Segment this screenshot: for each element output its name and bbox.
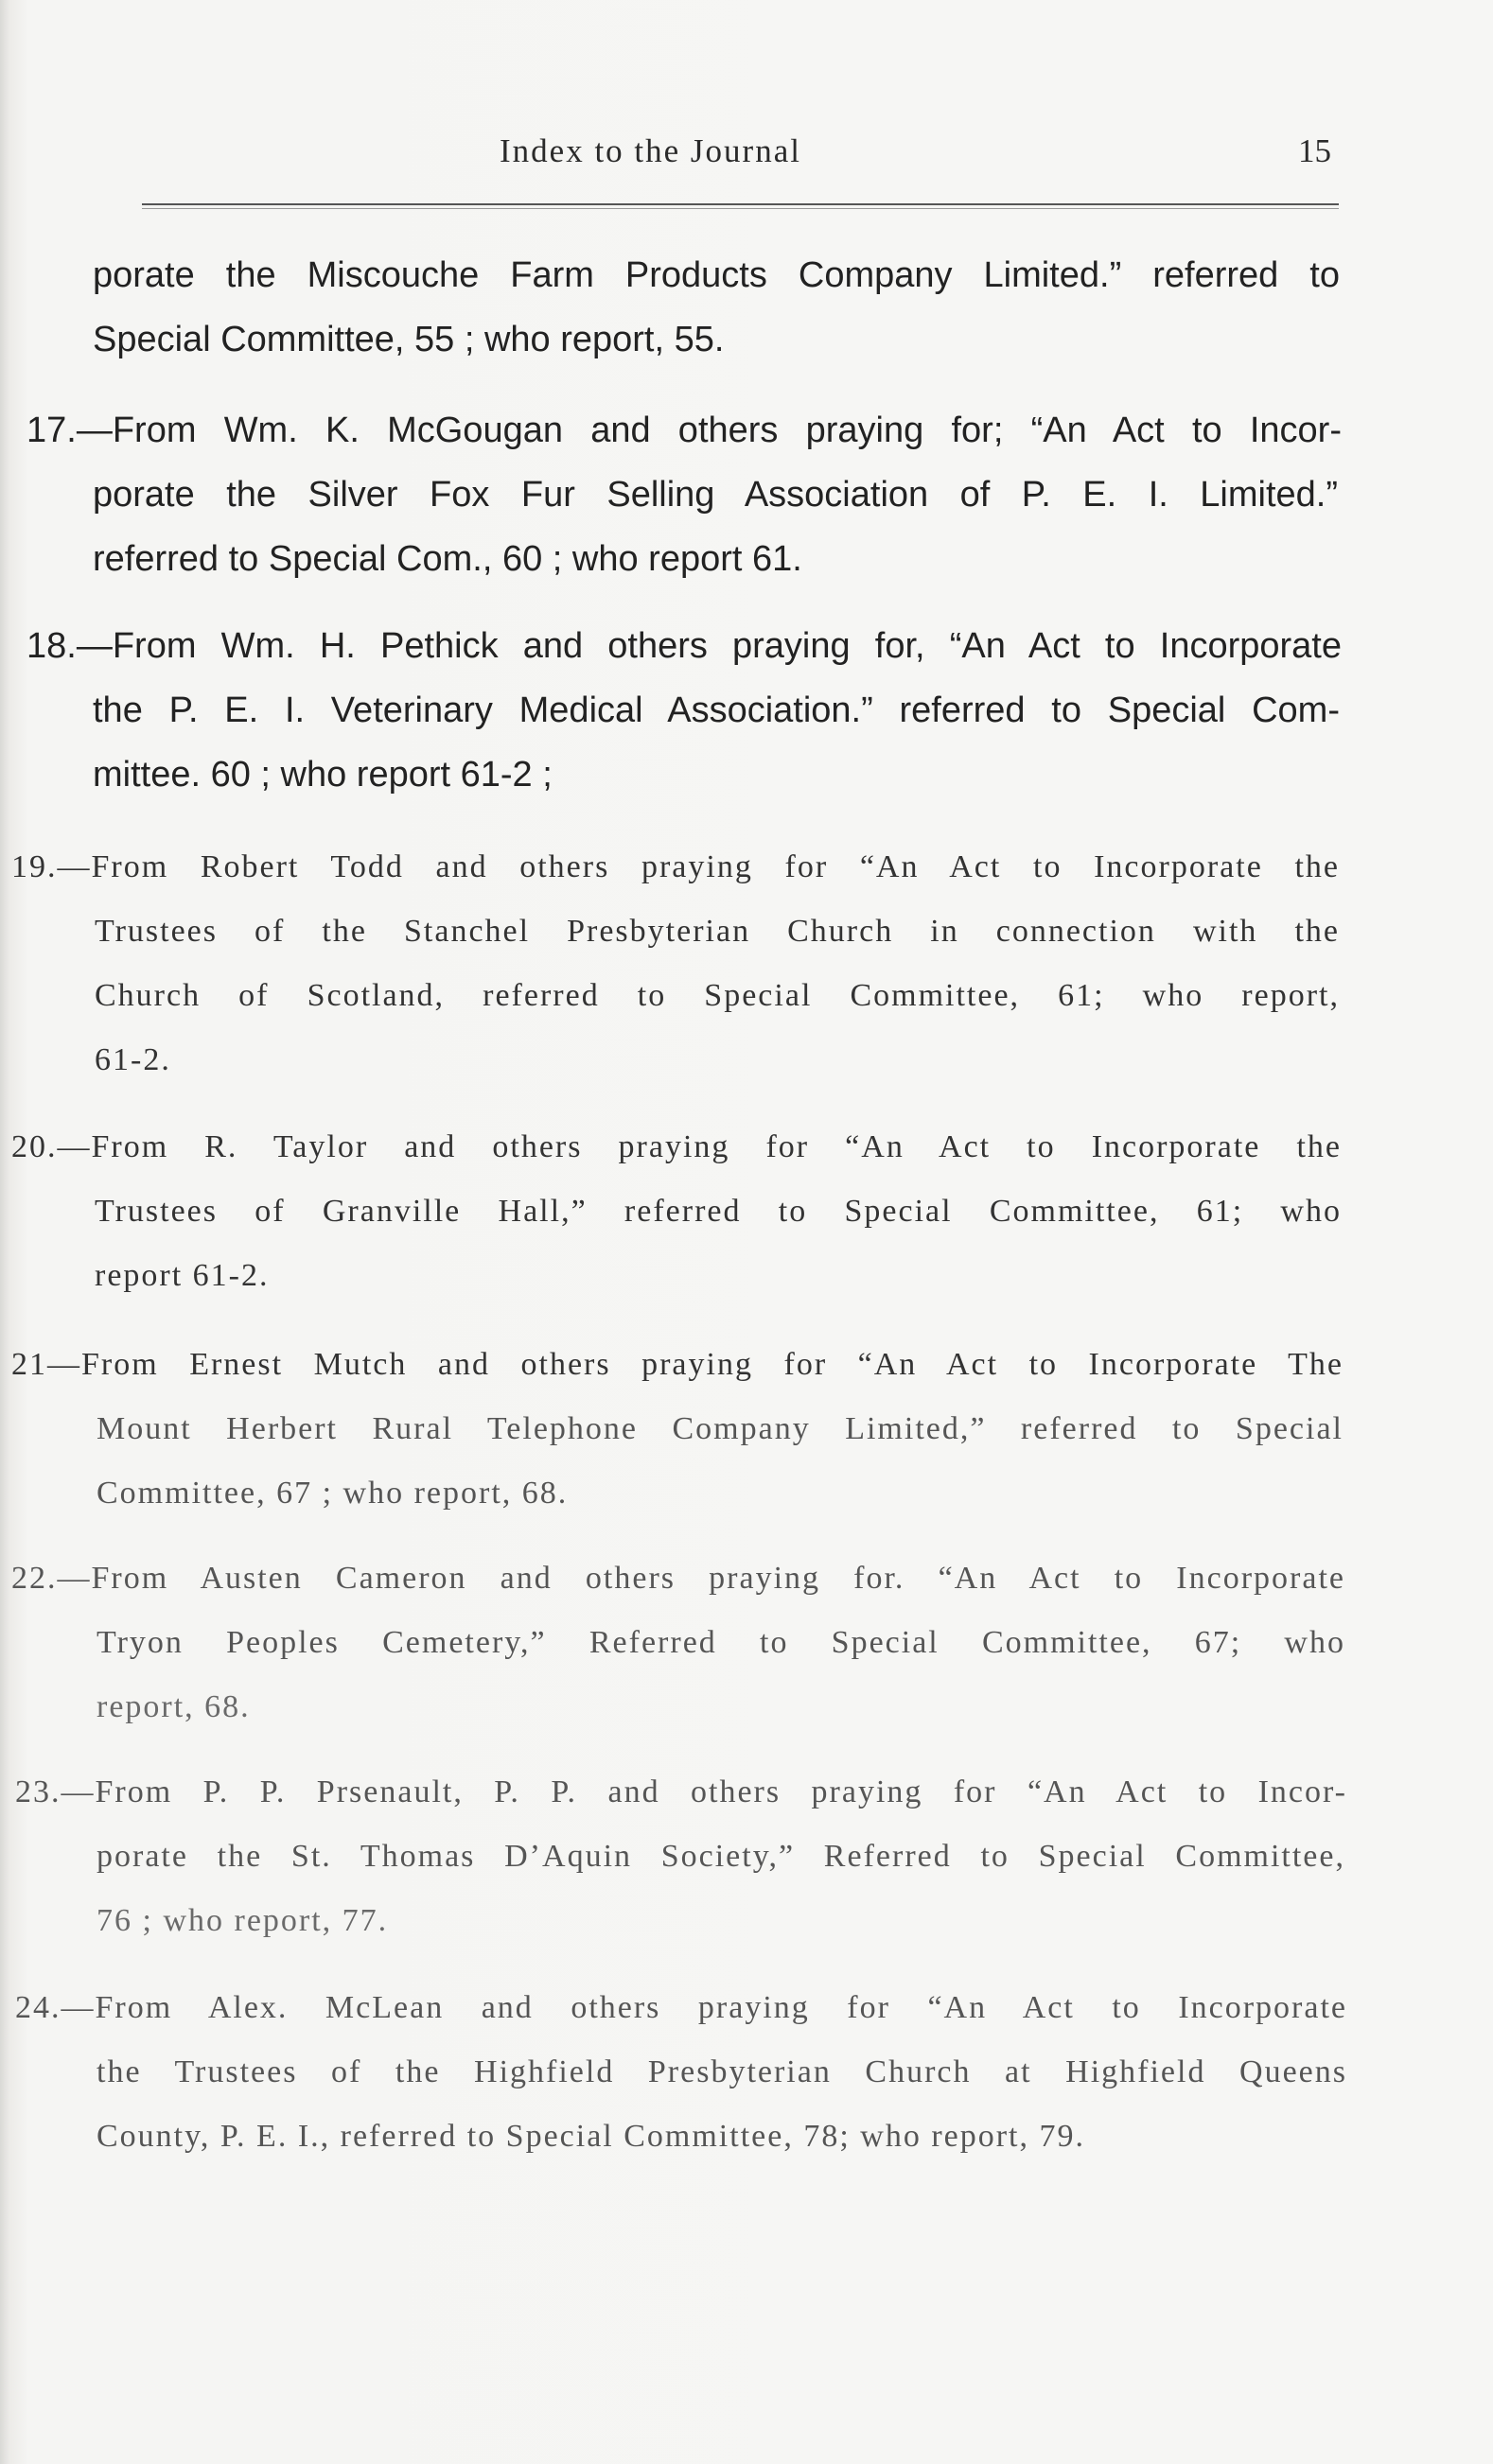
entry-line: 17.—From Wm. K. McGougan and others praying for; “An Act to Incor- xyxy=(26,411,1342,450)
entry-line: the P. E. I. Veterinary Medical Association.” referred to Special Com- xyxy=(93,690,1340,730)
entry-line: porate the Miscouche Farm Products Company Limited.” referred to xyxy=(93,255,1340,295)
entry-line: referred to Special Com., 60 ; who report 61. xyxy=(93,539,802,579)
entry-line: Tryon Peoples Cemetery,” Referred to Special Committee, 67; who xyxy=(97,1625,1345,1660)
header-rule xyxy=(142,203,1339,205)
entry-line: 20.—From R. Taylor and others praying for “An Act to Incorporate the xyxy=(11,1129,1342,1164)
entry-line: Special Committee, 55 ; who report, 55. xyxy=(93,320,725,359)
header-rule-secondary xyxy=(142,208,1339,209)
entry-line: the Trustees of the Highfield Presbyterian Church at Highfield Queens xyxy=(97,2054,1347,2089)
entry-line: 24.—From Alex. McLean and others praying for “An Act to Incorporate xyxy=(15,1990,1347,2025)
entry-line: 19.—From Robert Todd and others praying for “An Act to Incorporate the xyxy=(11,849,1340,884)
page-header xyxy=(0,132,1493,189)
entry-line: Church of Scotland, referred to Special Committee, 61; who report, xyxy=(95,978,1340,1013)
entry-line: County, P. E. I., referred to Special Committee, 78; who report, 79. xyxy=(97,2119,1086,2154)
entry-line: Trustees of the Stanchel Presbyterian Church in connection with the xyxy=(95,914,1340,949)
entry-line: Committee, 67 ; who report, 68. xyxy=(97,1476,569,1511)
entry-line: 18.—From Wm. H. Pethick and others praying for, “An Act to Incorporate xyxy=(26,626,1342,666)
entry-line: 23.—From P. P. Prsenault, P. P. and others praying for “An Act to Incor- xyxy=(15,1774,1347,1809)
entry-line: Trustees of Granville Hall,” referred to Special Committee, 61; who xyxy=(95,1194,1342,1229)
entry-line: 76 ; who report, 77. xyxy=(97,1903,389,1938)
entry-line: 61-2. xyxy=(95,1042,171,1077)
entry-line: 22.—From Austen Cameron and others praying for. “An Act to Incorporate xyxy=(11,1561,1345,1596)
entry-line: report, 68. xyxy=(97,1689,251,1724)
entry-line: Mount Herbert Rural Telephone Company Limited,” referred to Special xyxy=(97,1411,1344,1446)
entry-line: mittee. 60 ; who report 61-2 ; xyxy=(93,755,553,795)
running-title: Index to the Journal xyxy=(500,132,801,169)
page-number: 15 xyxy=(1298,132,1331,169)
entry-line: report 61-2. xyxy=(95,1258,270,1293)
entry-line: porate the Silver Fox Fur Selling Association of P. E. I. Limited.” xyxy=(93,475,1338,515)
entry-line: 21—From Ernest Mutch and others praying for “An Act to Incorporate The xyxy=(11,1347,1344,1382)
entry-line: porate the St. Thomas D’Aquin Society,” Referred to Special Committee, xyxy=(97,1839,1345,1874)
